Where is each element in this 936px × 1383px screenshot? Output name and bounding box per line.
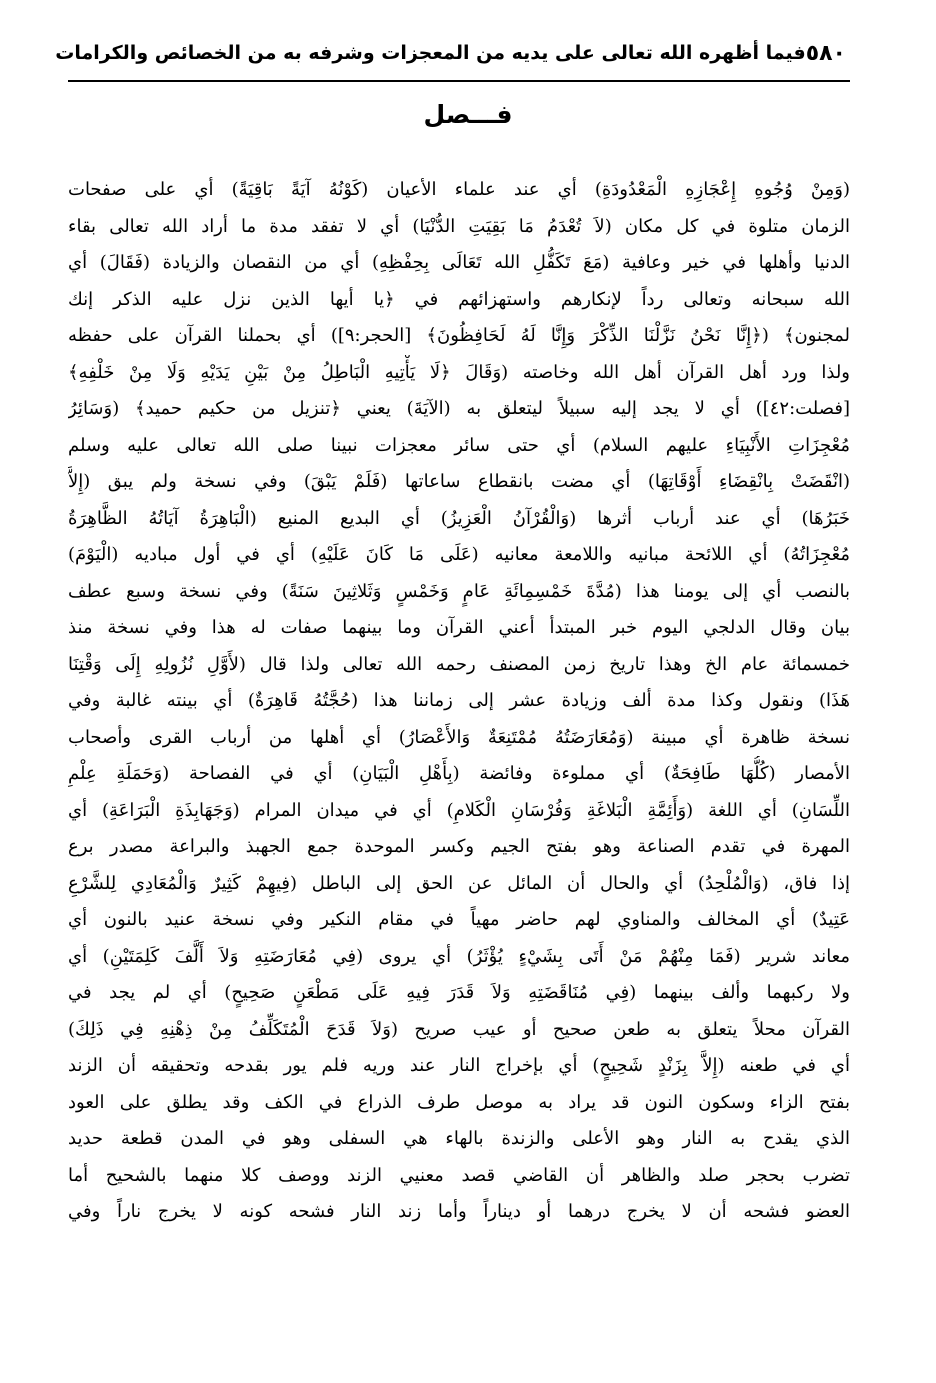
text-line: تضرب بحجر صلد والظاهر أن القاضي قصد معنيي الزند ووصف كلا منهما بالشحيح أما bbox=[68, 1164, 850, 1186]
text-line: هَذَا) ونقول وكذا مدة ألف وزيادة عشر إلى زماننا هذا (حُجَّتُهُ قَاهِرَةٌ) أي بينته غالبة وفي bbox=[68, 690, 850, 711]
text-line: الزمان متلوة في كل مكان (لاَ تُعْدَمُ مَا بَقِيَتِ الدُّنْيَا) أي لا تفقد مدة ما أراد الله تعالى بقاء bbox=[68, 215, 850, 237]
text-line: خَبَرُهَا) أي عند أرباب أثرها (وَالْقُرْآنُ الْعَزِيزُ) أي البديع المنيع (الْبَاهِرَةُ آيَاتُهُ الظَّاهِرَةُ bbox=[68, 507, 850, 529]
text-line: (انْقَضَتْ بِانْقِضَاءِ أَوْقَاتِهَا) أي مضت بانقطاع ساعاتها (فَلَمْ يَبْقَ) وفي نسخة ولم يبق (إِلاَّ bbox=[68, 471, 850, 492]
text-line: (وَمِنْ وُجُوهِ إِعْجَازِهِ الْمَعْدُودَةِ) أي عند علماء الأعيان (كَوْنُهُ آيَةً بَاقِيَةً) أي على صفحات bbox=[68, 179, 850, 200]
text-line: ولذا ورد أهل القرآن أهل الله وخاصته (وَقَالَ ﴿لَا يَأْتِيهِ الْبَاطِلُ مِنْ بَيْنِ يَدَيْهِ وَلَا مِنْ خَلْفِهِ﴾ bbox=[68, 361, 850, 383]
page-header bbox=[55, 28, 846, 78]
text-line: [فصلت:٤٢]) أي لا يجد إليه سبيلاً ليتعلق به (الآيَةَ) يعني ﴿تنزيل من حكيم حميد﴾ (وَسَائِرُ bbox=[68, 398, 850, 419]
text-line: الله سبحانه وتعالى رداً لإنكارهم واستهزائهم في ﴿يا أيها الذين نزل عليه الذكر إنك bbox=[68, 288, 850, 310]
text-line: اللِّسَانِ) أي اللغة (وَأَئِمَّةِ الْبَلاغَةِ وَفُرْسَانِ الْكَلامِ) أي في ميدان المرام (وَجَهَابِذَةِ الْبَرَاعَةِ) أي bbox=[68, 799, 850, 821]
text-line: الأمصار (كُلُّهَا طَافِحَةٌ) أي مملوءة وفائضة (بِأَهْلِ الْبَيَانِ) أي في الفصاحة (وَحَمَلَةِ عِلْمِ bbox=[68, 763, 850, 784]
section-title: فـــصل bbox=[423, 100, 513, 129]
text-line: أي في طعنه (إِلاَّ بِزَنْدٍ شَحِيحٍ) أي بإخراج النار عند وريه فلم يور بقدحه وتحقيقه أن الزند bbox=[68, 1055, 850, 1076]
text-line: نسخة ظاهرة أي مبينة (وَمُعَارَضَتُهُ مُمْتَنِعَةٌ وَالأَعْصَارُ) أي أهلها من أرباب القرى وأصحاب bbox=[68, 726, 850, 748]
text-line: لمجنون﴾ (﴿إِنَّا نَحْنُ نَزَّلْنَا الذِّكْرَ وَإِنَّا لَهُ لَحَافِظُونَ﴾ [الحجر:٩]) أي بحملنا القرآن على حفظه bbox=[68, 325, 850, 346]
running-head: فيما أظهره الله تعالى على يديه من المعجزات وشرفه به من الخصائص والكرامات bbox=[55, 42, 806, 64]
text-line: بالنصب أي إلى يومنا هذا (مُدَّةَ خَمْسِمِائَةِ عَامٍ وَخَمْسٍ وَثَلاثِينَ سَنَةً) وفي نسخة وسبع عطف bbox=[68, 580, 850, 602]
text-line: الدنيا وأهلها في خير وعافية (مَعَ تَكَفُّلِ الله تَعَالَى بِحِفْظِهِ) أي من النقصان والزيادة (فَقَالَ) أي bbox=[68, 252, 850, 273]
header-divider bbox=[68, 80, 850, 82]
text-line: الذي يقدح به النار وهو الأعلى والزندة بالهاء هي السفلى وهو في المدن قطعة حديد bbox=[68, 1128, 850, 1149]
body-text bbox=[68, 172, 850, 1231]
text-line: المهرة في تقدم الصناعة وهو بفتح الجيم وكسر الموحدة جمع الجهبذ والبراعة مصدر برع bbox=[68, 836, 850, 857]
text-line: مُعْجِزَاتُهُ) أي اللائحة مبانيه واللامعة معانيه (عَلَى مَا كَانَ عَلَيْهِ) أي في أول مباديه (الْيَوْمَ) bbox=[68, 544, 850, 565]
text-line: ولا ركبهما وألف بينهما (فِي مُنَاقَضَتِهِ وَلاَ قَدَرَ فِيهِ عَلَى مَطْعَنٍ صَحِيحٍ) أي لم يجد في bbox=[68, 982, 850, 1003]
text-line: العضو فشحه أن لا يخرج درهما أو ديناراً وأما زند النار فشحه كونه لا يخرج ناراً وفي bbox=[68, 1201, 850, 1222]
page-number: ٥٨٠ bbox=[805, 40, 846, 66]
text-line: بيان وقال الدلجي اليوم خبر المبتدأ أعني القرآن وما بينهما صفات له هذا وفي نسخة منذ bbox=[68, 617, 850, 638]
text-line: عَتِيدٌ) أي المخالف والمناوي لهم حاضر مهياً في مقام النكير وفي نسخة عنيد بالنون أي bbox=[68, 909, 850, 930]
text-line: إذا فاق، (وَالْمُلْحِدُ) أي والحال أن المائل عن الحق إلى الباطل (فِيهِمْ كَثِيرٌ وَالْمُعَادِي لِلشَّرْعِ bbox=[68, 872, 850, 894]
text-line: معاند شرير (فَمَا مِنْهُمْ مَنْ أَتَى بِشَيْءٍ يُؤْثَرُ) أي يروى (فِي مُعَارَضَتِهِ وَلاَ أَلَّفَ كَلِمَتَيْنِ) أي bbox=[68, 945, 850, 967]
text-line: القرآن محلاً يتعلق به طعن صحيح أو عيب صريح (وَلاَ قَدَحَ الْمُتَكَلِّفُ مِنْ ذِهْنِهِ فِي ذَلِكَ) bbox=[68, 1018, 850, 1040]
text-line: بفتح الزاء وسكون النون قد يراد به موصل طرف الذراع في الكف وقد يطلق على العود bbox=[68, 1091, 850, 1113]
text-line: خمسمائة عام الخ وهذا تاريخ زمن المصنف رحمه الله تعالى ولذا قال (لأَوَّلِ نُزُولِهِ إِلَى وَقْتِنَا bbox=[68, 653, 850, 675]
text-line: مُعْجِزَاتِ الأَنْبِيَاءِ عليهم السلام) أي حتى سائر معجزات نبينا صلى الله تعالى عليه وسلم bbox=[68, 434, 850, 456]
